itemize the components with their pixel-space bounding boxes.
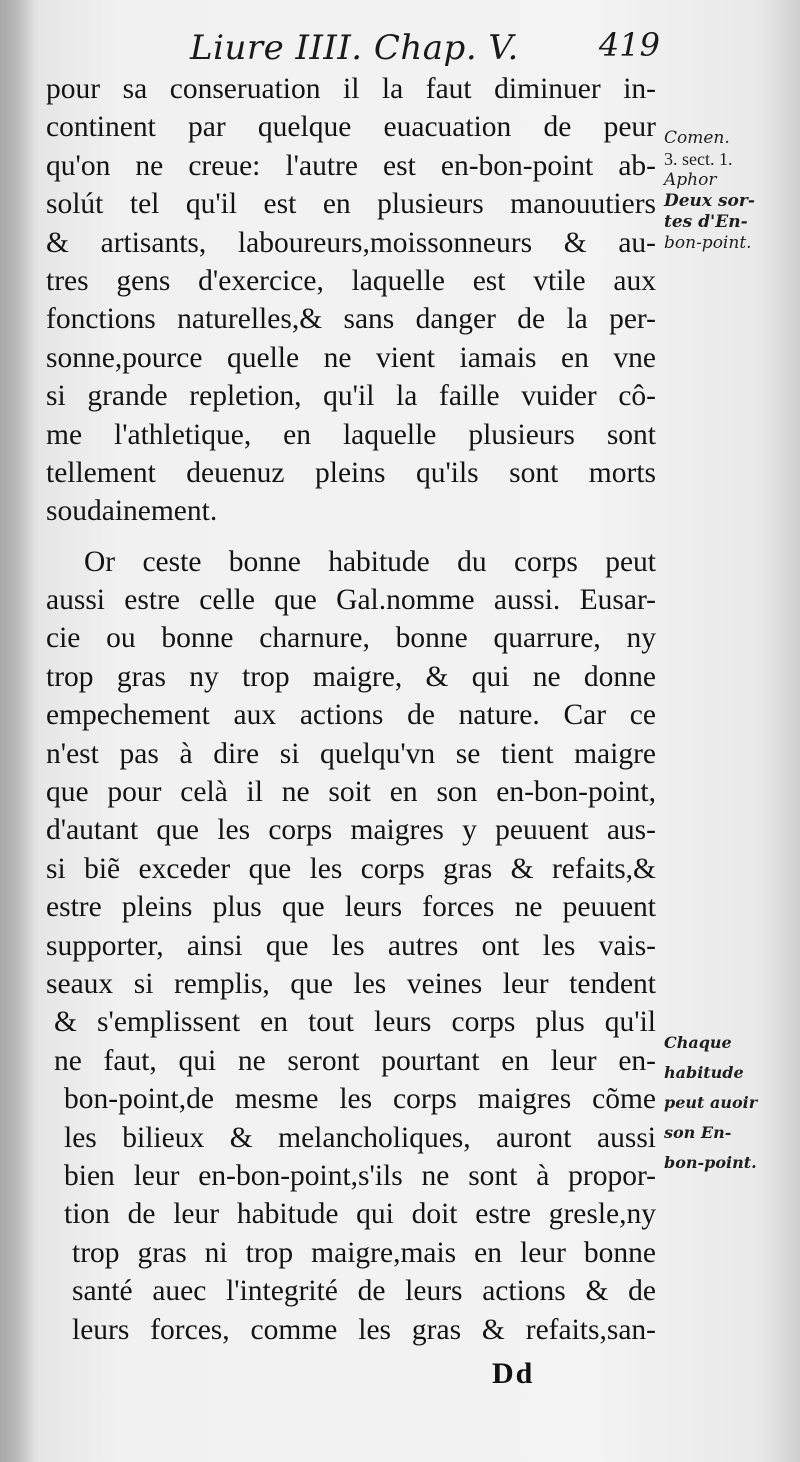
gutter-shadow	[0, 0, 34, 1462]
margin-note-line: son En-	[664, 1123, 732, 1142]
text-line: fonctions naturelles,& sans danger de la per-	[46, 303, 656, 336]
margin-note-line: habitude	[664, 1063, 744, 1082]
signature-mark: Dd	[492, 1357, 535, 1390]
margin-note-line: 3. sect. 1.	[664, 149, 733, 169]
text-line: bon-point,de mesme les corps maigres cõme	[64, 1083, 656, 1116]
text-line: soudainement.	[46, 495, 218, 528]
text-line: seaux si remplis, que les veines leur tendent	[46, 967, 656, 1000]
text-line: d'autant que les corps maigres y peuuent aus-	[46, 814, 656, 847]
text-line: continent par quelque euacuation de peur	[46, 111, 656, 144]
margin-note-line: Chaque	[664, 1033, 732, 1052]
text-line: sonne,pource quelle ne vient iamais en vne	[46, 341, 656, 374]
text-line: supporter, ainsi que les autres ont les vais-	[46, 929, 656, 962]
margin-note-line: bon-point.	[664, 1153, 757, 1172]
page-number: 419	[598, 26, 660, 64]
margin-note-line: peut auoir	[664, 1093, 758, 1112]
text-line: tres gens d'exercice, laquelle est vtile aux	[46, 264, 656, 297]
margin-note-line: Aphor	[664, 170, 717, 190]
text-line: solút tel qu'il est en plusieurs manouutiers	[46, 188, 656, 221]
text-line: bien leur en-bon-point,s'ils ne sont à propor-	[64, 1159, 656, 1192]
text-line: & s'emplissent en tout leurs corps plus qu'il	[54, 1006, 656, 1039]
text-line: trop gras ni trop maigre,mais en leur bonne	[72, 1236, 656, 1269]
body-text	[46, 70, 656, 1349]
margin-note-line: Comen.	[664, 128, 730, 148]
text-line: estre pleins plus que leurs forces ne peuuent	[46, 891, 656, 924]
text-line: trop gras ny trop maigre, & qui ne donne	[46, 660, 656, 693]
text-line: les bilieux & melancholiques, auront aussi	[64, 1121, 656, 1154]
margin-note-line: bon-point.	[664, 233, 752, 253]
margin-note-bottom	[664, 1028, 794, 1178]
text-line: cie ou bonne charnure, bonne quarrure, ny	[46, 622, 656, 655]
text-line: si grande repletion, qu'il la faille vuider cô-	[46, 380, 656, 413]
margin-note-line: Deux sor-	[664, 191, 755, 211]
text-line: santé auec l'integrité de leurs actions & de	[72, 1275, 656, 1308]
text-line: que pour celà il ne soit en son en-bon-point,	[46, 776, 656, 809]
text-line: tion de leur habitude qui doit estre gresle,ny	[64, 1198, 656, 1231]
margin-note-line: tes d'En-	[664, 212, 748, 232]
text-line: tellement deuenuz pleins qu'ils sont morts	[46, 456, 656, 489]
text-line: me l'athletique, en laquelle plusieurs sont	[46, 418, 656, 451]
text-line: aussi estre celle que Gal.nomme aussi. Eusar-	[46, 584, 656, 617]
text-line: empechement aux actions de nature. Car ce	[46, 699, 656, 732]
text-line: Or ceste bonne habitude du corps peut	[84, 545, 656, 578]
text-line: ne faut, qui ne seront pourtant en leur en-	[54, 1044, 656, 1077]
paragraph-1	[46, 70, 656, 531]
text-line: pour sa conseruation il la faut diminuer in-	[46, 73, 656, 105]
text-line: qu'on ne creue: l'autre est en-bon-point ab-	[46, 149, 656, 182]
running-title: Liure IIII. Chap. V.	[190, 28, 519, 68]
text-line: leurs forces, comme les gras & refaits,san-	[72, 1313, 656, 1346]
text-line: si biẽ exceder que les corps gras & refaits,&	[46, 852, 656, 885]
text-line: n'est pas à dire si quelqu'vn se tient maigre	[46, 737, 656, 770]
paragraph-2	[46, 543, 656, 1349]
page-header	[190, 22, 660, 72]
text-line: & artisants, laboureurs,moissonneurs & au-	[46, 226, 656, 259]
margin-note-top	[664, 128, 794, 254]
